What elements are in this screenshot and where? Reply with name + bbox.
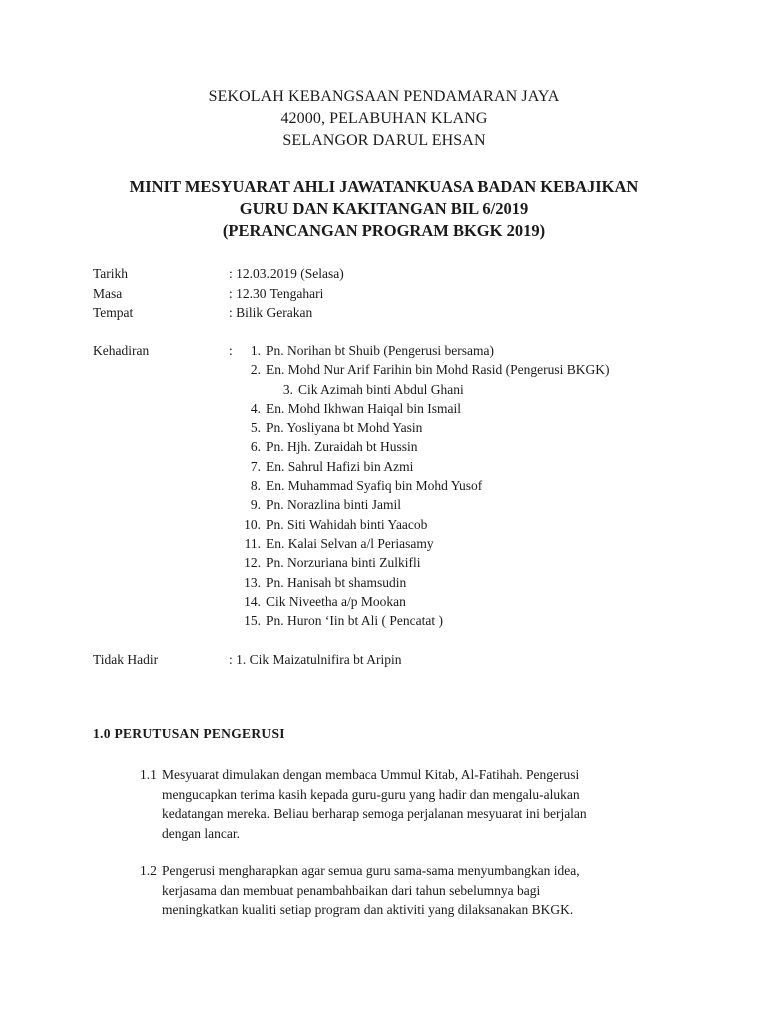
member-number: 4. — [250, 400, 261, 416]
time-row — [93, 284, 344, 304]
minute-item — [140, 765, 680, 843]
member-name: En. Muhammad Syafiq bin Mohd Yusof — [266, 478, 483, 494]
item-number: 1.1 — [140, 767, 157, 782]
member-name: Pn. Norzuriana binti Zulkifli — [266, 555, 421, 571]
attendance-row — [93, 495, 609, 514]
school-name: SEKOLAH KEBANGSAAN PENDAMARAN JAYA — [208, 88, 560, 105]
member-number: 3. — [282, 381, 293, 397]
absent-section — [93, 650, 401, 670]
member-name: Pn. Siti Wahidah binti Yaacob — [266, 516, 428, 532]
section-heading: 1.0 PERUTUSAN PENGERUSI — [93, 726, 285, 741]
absent-value: : 1. Cik Maizatulnifira bt Aripin — [229, 652, 402, 667]
item-text-line: kedatangan mereka. Beliau berharap semoga perjalanan mesyuarat ini berjalan — [162, 806, 587, 821]
member-number: 14. — [244, 593, 261, 609]
absent-label: Tidak Hadir — [93, 652, 159, 667]
attendance-row — [93, 399, 609, 418]
attendance-row — [93, 457, 609, 476]
item-number: 1.2 — [140, 863, 157, 878]
absent-row — [93, 650, 401, 670]
place-label: Tempat — [93, 305, 134, 320]
attendance-row — [93, 573, 609, 592]
minute-item — [140, 861, 680, 920]
attendance-row — [93, 592, 609, 611]
attendance-row — [93, 341, 609, 360]
place-value: : Bilik Gerakan — [229, 305, 313, 320]
member-number: 6. — [250, 439, 261, 455]
attendance-row — [93, 360, 609, 379]
time-label: Masa — [93, 285, 123, 301]
date-label: Tarikh — [93, 266, 129, 281]
title-line-1: MINIT MESYUARAT AHLI JAWATANKUASA BADAN KEBAJIKAN — [129, 177, 639, 196]
member-number: 11. — [244, 535, 261, 551]
document-title — [0, 176, 768, 242]
member-name: Pn. Huron ‘Iin bt Ali ( Pencatat ) — [266, 613, 443, 629]
member-number: 8. — [250, 478, 261, 494]
attendance-row — [93, 515, 609, 534]
member-number: 9. — [250, 497, 261, 513]
school-state: SELANGOR DARUL EHSAN — [282, 132, 486, 149]
date-value: : 12.03.2019 (Selasa) — [229, 266, 344, 281]
member-name: Pn. Norazlina binti Jamil — [266, 497, 401, 513]
meeting-details — [93, 264, 344, 323]
title-line-3: (PERANCANGAN PROGRAM BKGK 2019) — [222, 221, 546, 240]
attendance-row — [93, 476, 609, 495]
title-line-2: GURU DAN KAKITANGAN BIL 6/2019 — [239, 199, 529, 218]
member-name: En. Mohd Nur Arif Farihin bin Mohd Rasid (Pengerusi BKGK) — [266, 362, 610, 378]
item-text-line: meningkatkan kualiti setiap program dan aktiviti yang dilaksanakan BKGK. — [162, 902, 574, 917]
date-row — [93, 264, 344, 284]
member-name: En. Kalai Selvan a/l Periasamy — [266, 535, 434, 551]
attendance-row — [93, 437, 609, 456]
member-number: 7. — [250, 458, 261, 474]
school-header — [0, 86, 768, 152]
school-address: 42000, PELABUHAN KLANG — [280, 110, 488, 127]
item-text-line: kerjasama dan membuat penambahbaikan dari tahun sebelumnya bagi — [162, 882, 541, 898]
item-text-line: Mesyuarat dimulakan dengan membaca Ummul Kitab, Al-Fatihah. Pengerusi — [162, 767, 580, 782]
place-row — [93, 303, 344, 323]
member-number: 2. — [250, 362, 261, 378]
member-name: Pn. Hanisah bt shamsudin — [266, 574, 407, 590]
item-text-line: Pengerusi mengharapkan agar semua guru sama-sama menyumbangkan idea, — [162, 863, 580, 878]
time-value: : 12.30 Tengahari — [229, 285, 324, 301]
member-number: 13. — [244, 574, 261, 590]
member-name: Pn. Hjh. Zuraidah bt Hussin — [266, 439, 418, 455]
member-name: Cik Azimah binti Abdul Ghani — [298, 381, 464, 397]
attendance-row — [93, 611, 609, 630]
attendance-list — [93, 341, 609, 630]
attendance-label: Kehadiran — [93, 343, 150, 358]
member-name: Pn. Yosliyana bt Mohd Yasin — [266, 420, 423, 436]
member-number: 15. — [244, 613, 261, 629]
item-text-line: mengucapkan terima kasih kepada guru-guru yang hadir dan mengalu-alukan — [162, 786, 580, 802]
attendance-row — [93, 553, 609, 572]
attendance-row — [93, 418, 609, 437]
member-number: 1. — [250, 343, 261, 358]
member-number: 5. — [250, 420, 261, 436]
item-text-line: dengan lancar. — [162, 825, 240, 841]
attendance-row — [93, 380, 609, 399]
member-number: 12. — [244, 555, 261, 571]
member-number: 10. — [244, 516, 261, 532]
attendance-colon: : — [229, 343, 233, 358]
attendance-row — [93, 534, 609, 553]
member-name: Pn. Norihan bt Shuib (Pengerusi bersama) — [266, 343, 494, 358]
member-name: Cik Niveetha a/p Mookan — [266, 593, 406, 609]
member-name: En. Sahrul Hafizi bin Azmi — [266, 458, 414, 474]
member-name: En. Mohd Ikhwan Haiqal bin Ismail — [266, 400, 461, 416]
